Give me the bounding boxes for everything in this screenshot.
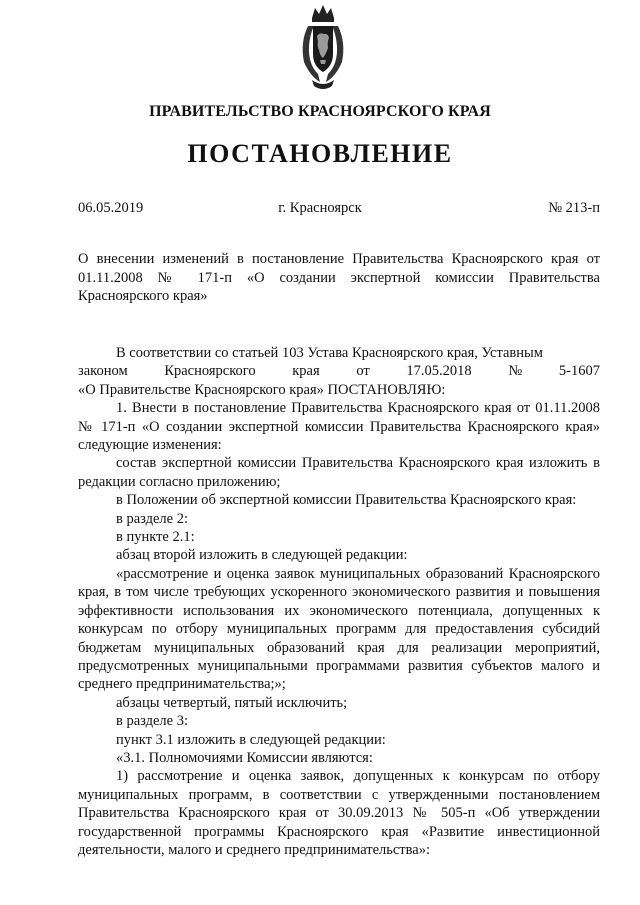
text-fragment: от	[356, 363, 370, 380]
paragraph: В соответствии со статьей 103 Устава Красноярского края, Уставным	[116, 345, 543, 361]
government-title: ПРАВИТЕЛЬСТВО КРАСНОЯРСКОГО КРАЯ	[149, 103, 491, 120]
paragraph: пункт 3.1 изложить в следующей редакции:	[116, 731, 386, 748]
paragraph: состав экспертной комиссии Правительства Красноярского края изложить в редакции согласно приложению;	[78, 455, 600, 490]
paragraph: 1) рассмотрение и оценка заявок, допущенных к конкурсам по отбору муниципальных программ, в соответствии с утвержденными постановлением Правительства Красноярского края от 30.09.2013 № 505-п «Об утверждении государственной программы Красноярского края «Развитие инвестиционной деятельности, малого и среднего предпринимательства»:	[78, 768, 600, 858]
paragraph: «рассмотрение и оценка заявок муниципальных образований Красноярского края, в том числе требующих ускоренного экономического развития и повышения эффективности использования их экономического потенциала, допущенных к конкурсам по отбору муниципальных программ для предоставления субсидий бюджетам муниципальных образований края для реализации мероприятий, предусмотренных муниципальными программами развития субъектов малого и среднего предпринимательства;»;	[78, 565, 600, 693]
paragraph-line: «О Правительстве Красноярского края» ПОСТАНОВЛЯЮ:	[78, 381, 446, 398]
text-fragment: 5-1607	[558, 363, 600, 380]
document-number: № 213-п	[548, 200, 600, 216]
paragraph: в разделе 3:	[116, 713, 189, 730]
text-fragment: законом	[78, 363, 128, 380]
text-fragment: №	[508, 363, 523, 380]
paragraph: «3.1. Полномочиями Комиссии являются:	[116, 749, 373, 766]
paragraph: абзацы четвертый, пятый исключить;	[116, 694, 348, 711]
document-subject: О внесении изменений в постановление Правительства Красноярского края от 01.11.2008 № 171-п «О создании экспертной комиссии Правительства Красноярского края»	[78, 251, 600, 304]
document-date: 06.05.2019	[78, 200, 144, 216]
paragraph: абзац второй изложить в следующей редакции:	[116, 547, 408, 564]
document-type: ПОСТАНОВЛЕНИЕ	[187, 139, 453, 168]
paragraph: в пункте 2.1:	[116, 529, 195, 546]
document-body	[78, 344, 600, 859]
paragraph: в разделе 2:	[116, 510, 189, 527]
paragraph: 1. Внести в постановление Правительства Красноярского края от 01.11.2008 № 171-п «О создании экспертной комиссии Правительства Красноярского края» следующие изменения:	[78, 400, 600, 454]
paragraph-line	[78, 362, 600, 380]
text-fragment: края	[292, 363, 320, 380]
text-fragment: Красноярского	[164, 363, 256, 380]
text-fragment: 17.05.2018	[406, 363, 472, 380]
coat-of-arms-icon	[298, 2, 348, 92]
document-city: г. Красноярск	[278, 200, 362, 216]
paragraph: в Положении об экспертной комиссии Правительства Красноярского края:	[116, 492, 577, 509]
